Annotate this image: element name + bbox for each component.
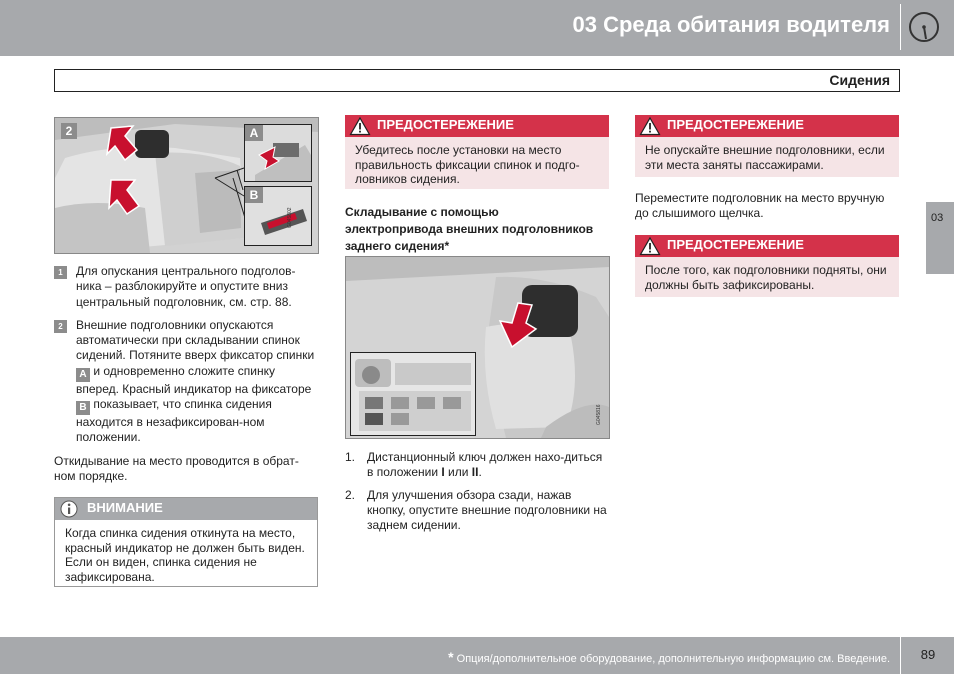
note-header	[55, 498, 317, 520]
step-text: Для опускания центрального подголов-ника – разблокируйте и опустите вниз центральный подголовник, см. стр. 88.	[76, 264, 296, 309]
list-number: 1.	[345, 450, 356, 464]
warning-box	[635, 115, 899, 177]
inset-control-panel	[350, 352, 476, 436]
paragraph: Переместите подголовник на место вручную до слышимого щелчка.	[635, 191, 885, 221]
section-title: Сидения	[829, 72, 890, 88]
warning-header	[345, 115, 609, 137]
note-box	[54, 497, 318, 587]
footer-note	[448, 649, 890, 665]
info-icon	[60, 500, 78, 522]
warning-triangle-icon	[639, 236, 661, 260]
list-item	[345, 450, 611, 481]
warning-text: После того, как подголовники подняты, они должны быть зафиксированы.	[645, 263, 887, 292]
page-header	[0, 0, 954, 56]
list-text: Для улучшения обзора сзади, нажав кнопку, опустите внешние подголовники на заднем сидении.	[367, 487, 607, 533]
warning-header	[635, 115, 899, 137]
step-text: Внешние подголовники опускаются автоматически при складывании спинок сидений. Потяните вверх фиксатор спинки	[76, 317, 315, 363]
warning-title: ПРЕДОСТЕРЕЖЕНИЕ	[377, 117, 514, 132]
footnote-star: *	[448, 649, 454, 665]
page-number: 89	[920, 647, 936, 662]
warning-box	[635, 235, 899, 297]
inset-b-label: B	[245, 187, 263, 203]
inset-a-label: A	[245, 125, 263, 141]
page-footer	[0, 637, 954, 674]
warning-text: Убедитесь после установки на место правильность фиксации спинок и подго-ловников сидения.	[355, 143, 580, 186]
figure-rear-seat-fold	[54, 117, 319, 254]
figure-code: G045816	[596, 404, 602, 425]
note-text: Когда спинка сидения откинута на место, красный индикатор не должен быть виден. Если он виден, спинка сидения не зафиксирована.	[65, 526, 305, 584]
list-item	[345, 488, 611, 534]
figure-code: G045802	[287, 207, 293, 228]
speedometer-icon	[900, 4, 946, 50]
warning-triangle-icon	[349, 116, 371, 140]
step-text: и одновременно сложите спинку вперед. Красный индикатор на фиксаторе	[76, 363, 312, 396]
list-text: Дистанционный ключ должен нахо-диться в положении	[367, 450, 603, 480]
inset-b	[244, 186, 312, 246]
footer-text: Опция/дополнительное оборудование, дополнительную информацию см. Введение.	[456, 653, 890, 665]
figure-number-badge: 2	[61, 123, 77, 139]
subheading: Складывание с помощью электропривода внешних подголовников заднего сидения*	[345, 205, 594, 253]
left-column	[54, 264, 320, 484]
list-text: .	[478, 465, 482, 480]
warning-title: ПРЕДОСТЕРЕЖЕНИЕ	[667, 117, 804, 132]
step-badge: 1	[54, 266, 67, 279]
inset-a	[244, 124, 312, 182]
callout-b-badge: B	[76, 401, 90, 415]
warning-text: Не опускайте внешние подголовники, если эти места заняты пассажирами.	[645, 143, 885, 172]
key-position-2: II	[471, 465, 479, 480]
page-number-box	[900, 637, 954, 674]
warning-header	[635, 235, 899, 257]
chapter-tab[interactable]	[926, 202, 954, 274]
note-title: ВНИМАНИЕ	[87, 500, 163, 515]
step-badge: 2	[54, 320, 67, 333]
paragraph: Откидывание на место проводится в обрат-ном порядке.	[54, 453, 299, 483]
list-item	[54, 318, 320, 446]
mid-list-column	[345, 450, 611, 540]
warning-box	[345, 115, 609, 189]
list-number: 2.	[345, 487, 356, 502]
key-position-1: I	[441, 465, 445, 480]
warning-title: ПРЕДОСТЕРЕЖЕНИЕ	[667, 237, 804, 252]
list-item	[54, 264, 320, 310]
callout-a-badge: A	[76, 368, 90, 382]
figure-headrest-button	[345, 256, 610, 439]
chapter-title: 03 Среда обитания водителя	[572, 12, 890, 37]
warning-triangle-icon	[639, 116, 661, 140]
chapter-tab-label: 03	[931, 212, 944, 224]
section-bar	[54, 69, 900, 92]
list-text: или	[444, 465, 472, 480]
step-text: показывает, что спинка сидения находится в незафиксирован-ном положении.	[76, 397, 272, 445]
